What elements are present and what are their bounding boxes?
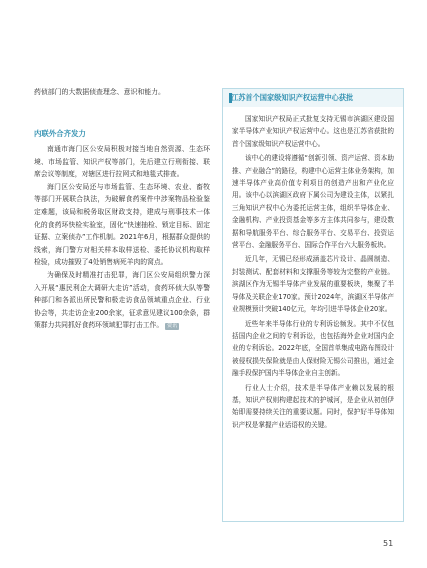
- box-paragraph-3: 近几年，无锡已经形成涵盖芯片设计、晶圆制造、封装测试、配套材料和支撑服务等较为完整的产业链。滨湖区作为无锡半导体产业发展的重要板块，集聚了半导体及关联企业170家。预计2024年，滨湖区半导体产业规模预计突破140亿元，年均引进半导体企业20家。: [232, 255, 394, 314]
- article-paragraph-2: 海门区公安局还与市场监管、生态环境、农业、畜牧等部门开展联合执法，为破解食药案件中涉案物品检验鉴定难题，该局和税务取区财政支持，建成与刑事技术一体化的食药环快检实验室，固化“快速抽检、锁定目标、固定证据、立案侦办”工作机制。2021年6月，根据群众提供的线索，海门警方对相关样本取样送检、委托协议机构取样检验，成功摧毁了4处销售病死羊肉的窝点。: [34, 182, 210, 267]
- box-header: [223, 89, 403, 107]
- box-body: [223, 107, 403, 431]
- box-paragraph-2: 该中心的建设将遵循“创新引领、资产运营、资本助推、产业融合”的路径，构建中心运营主体业务架构，加速半导体产业高价值专利项目的创造产出和产业化应用。该中心以滨湖区政府下属公司为建设主体，以紧扎三角知识产权中心为委托运营主体，组织半导体企业、金融机构、产业投资基金等多方主体共同参与，建设数据和导航服务平台、综合服务平台、交易平台、投资运营平台、金融服务平台、国际合作平台六大服务板块。: [232, 154, 394, 250]
- box-paragraph-5: 行业人士介绍，技术是半导体产业赖以发展的根基，知识产权则构建起技术的护城河，是企业从初创伊始即需要持续关注的重要议题。同时，保护好半导体知识产权是掌握产业话语权的关键。: [232, 383, 394, 429]
- left-article: [34, 128, 210, 332]
- article-paragraph-1: 南通市海门区公安局积极对接当地自然资源、生态环境、市场监管、知识产权等部门，先后建立行刑衔接、联席会议等制度，对辖区进行拉网式和地毯式排查。: [34, 145, 210, 179]
- lead-paragraph: 药侦部门的大数据侦查理念、意识和能力。: [34, 88, 165, 96]
- article-paragraph-3-text: 为确保及时精准打击犯罪，海门区公安局组织警力深入开展“惠民利企大调研大走访”活动，食药环侦大队等警种部门和各派出所民警和极走访食品领域重点企业、行业协会等，共走访企业200余家，征求意见建议100余条，群策群力共同抓好食药环领域犯罪打击工作。: [34, 270, 210, 330]
- source-tag: 资讯: [167, 323, 178, 330]
- box-paragraph-4: 近些年来半导体行业的专利诉讼频发。其中不仅包括国内企业之间的专利诉讼，也包括海外企业对国内企业的专利诉讼。2022年底，全国首单集成电路布图设计被侵权损失保险就是由人保财险无锡公司推出，通过金融手段保护国内半导体企业自主创新。: [232, 319, 394, 378]
- sidebar-box: [222, 88, 404, 522]
- article-paragraph-3: [34, 269, 210, 332]
- section-title: 内联外合齐发力: [34, 129, 86, 138]
- page-number: 51: [383, 539, 394, 548]
- box-paragraph-1: 国家知识产权局正式批复支持无锡市滨湖区建设国家半导体产业知识产权运营中心。这也是江苏省获批的首个国家级知识产权运营中心。: [232, 115, 394, 148]
- box-title: 江苏首个国家级知识产权运营中心获批: [231, 93, 354, 102]
